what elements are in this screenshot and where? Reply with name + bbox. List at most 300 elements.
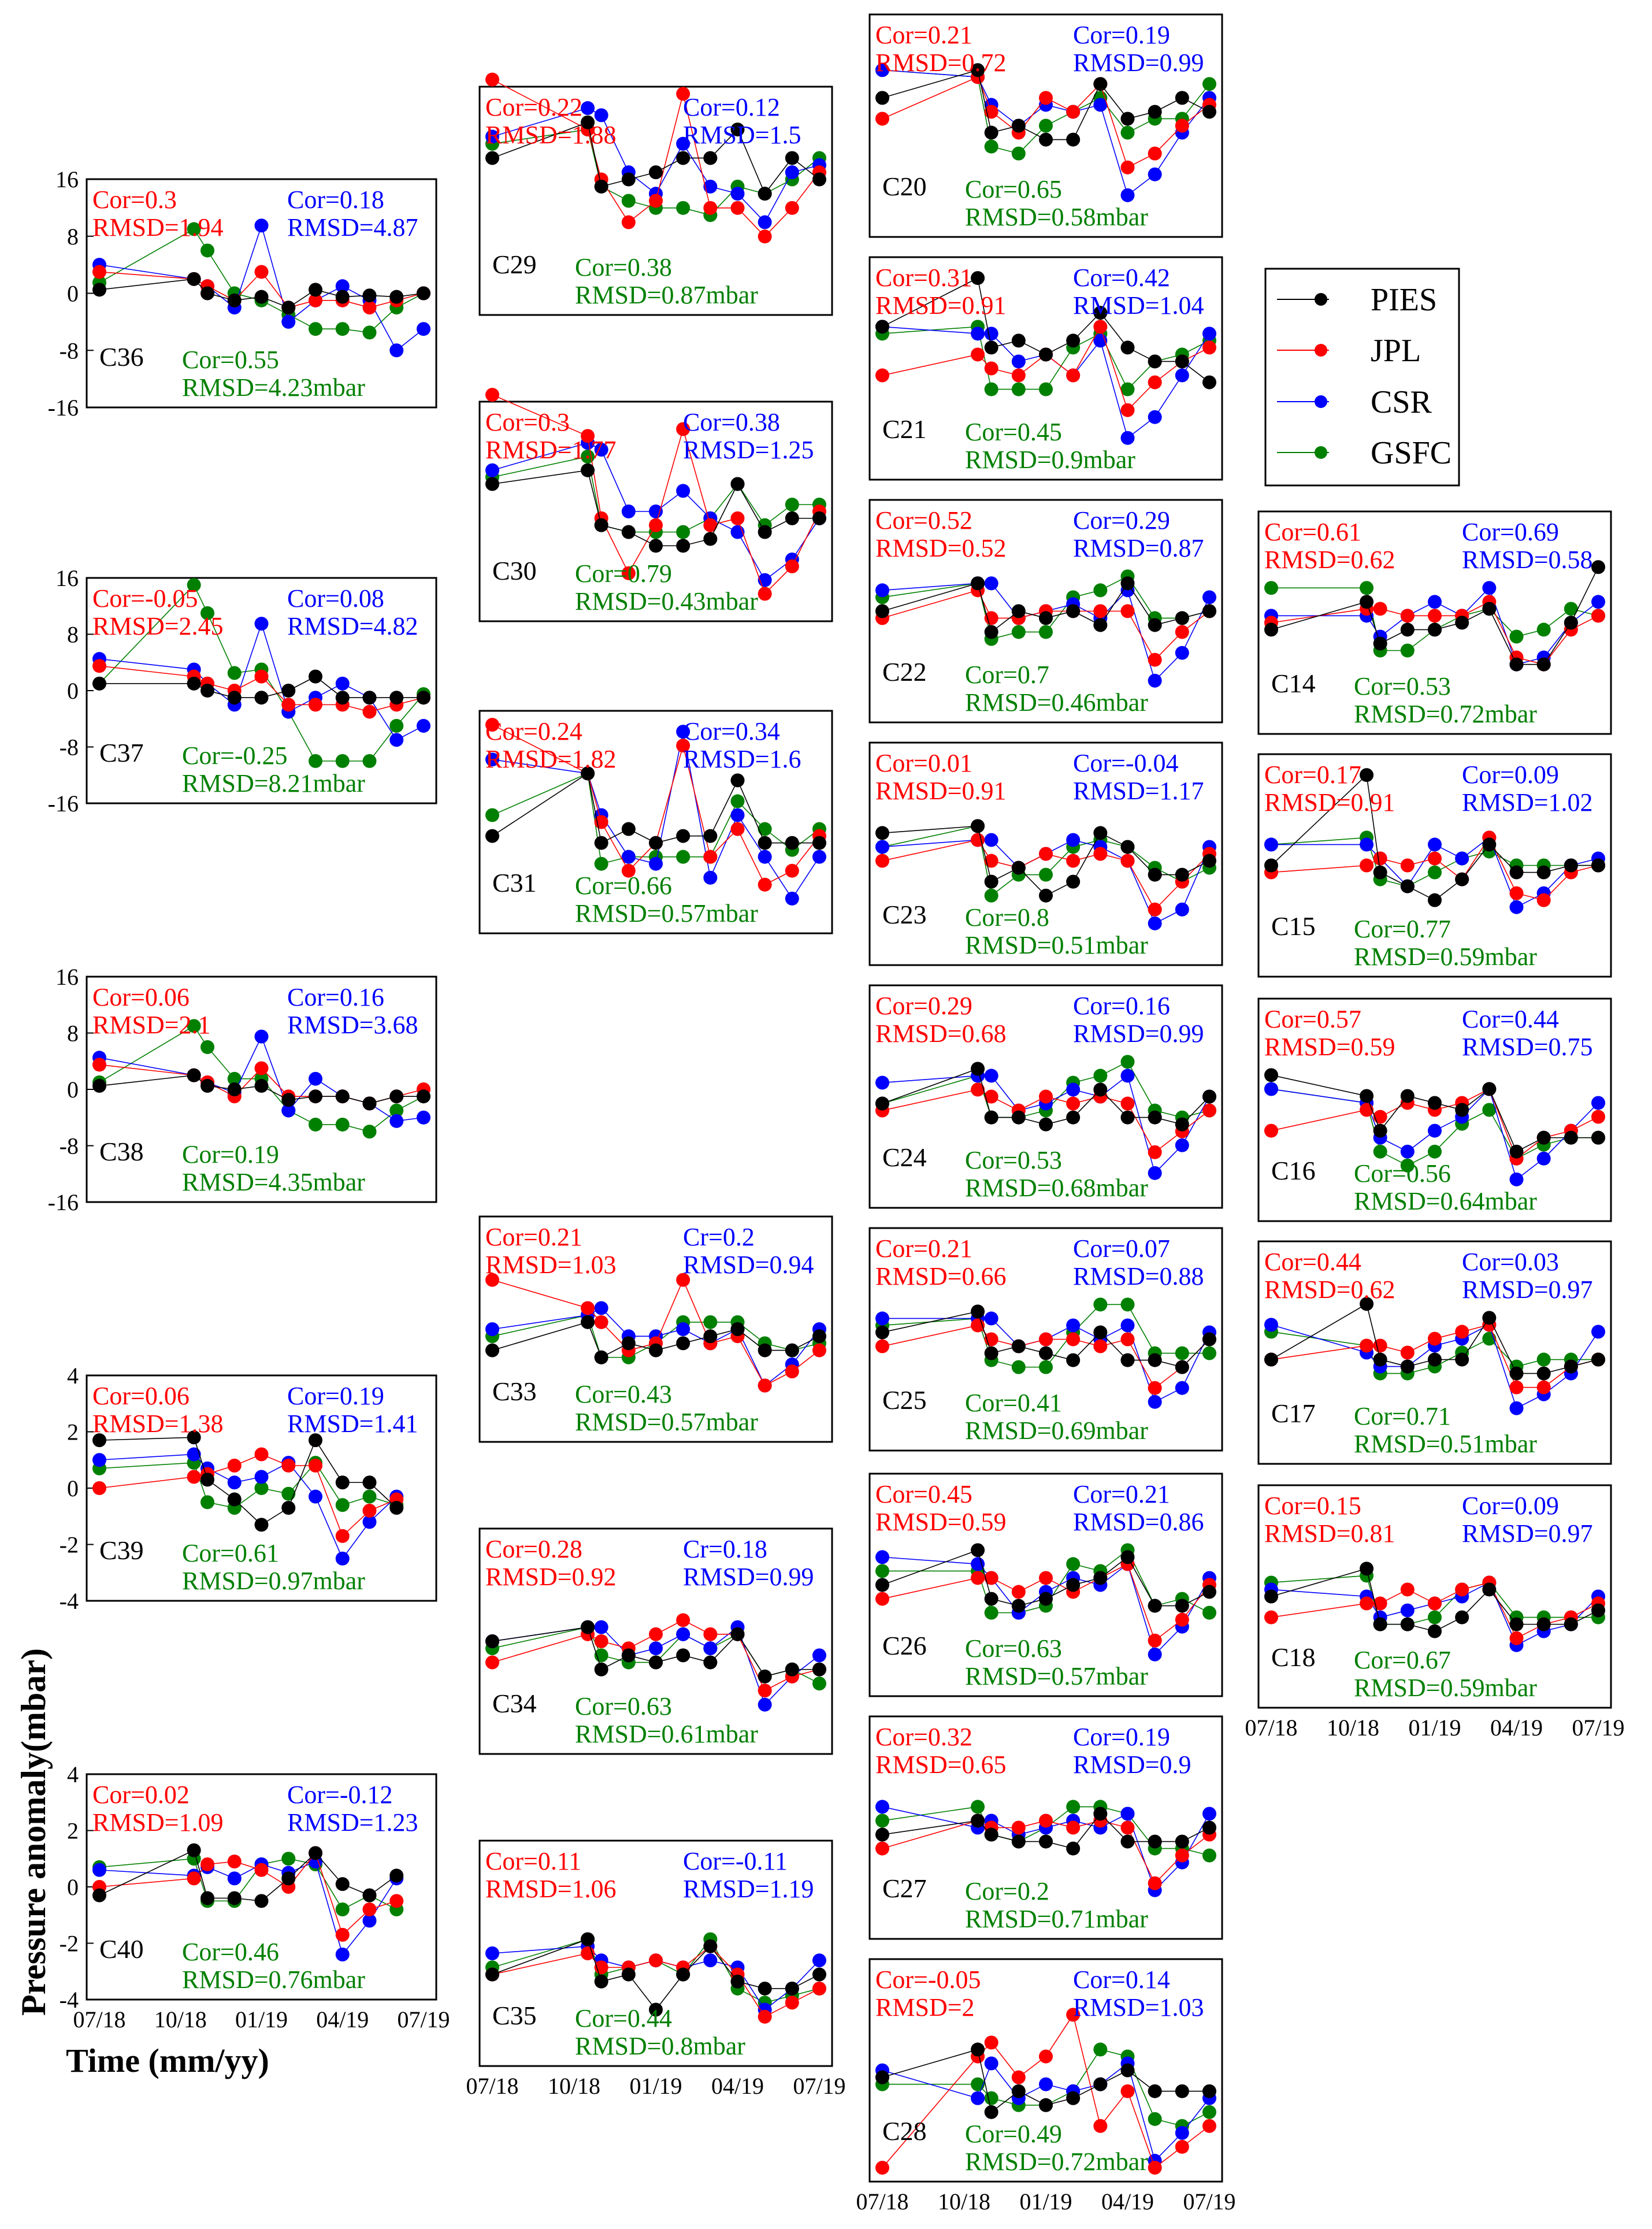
point-jpl — [255, 670, 269, 684]
point-csr — [676, 484, 690, 498]
panel-id: C28 — [882, 2116, 927, 2146]
jpl-rmsd-text: RMSD=2 — [875, 1993, 975, 2022]
x-tick-label: 04/19 — [1490, 1715, 1543, 1741]
point-jpl — [1148, 1145, 1162, 1159]
point-pies — [1121, 2064, 1135, 2078]
point-pies — [985, 340, 998, 354]
gsfc-rmsd-text: RMSD=0.72mbar — [1354, 700, 1537, 728]
gsfc-rmsd-text: RMSD=4.23mbar — [182, 373, 365, 402]
point-jpl — [1428, 609, 1442, 622]
point-jpl — [363, 1504, 377, 1518]
jpl-cor-text: Cor=0.57 — [1264, 1005, 1361, 1033]
point-pies — [985, 1111, 998, 1125]
point-pies — [971, 1543, 985, 1557]
point-pies — [875, 1325, 889, 1339]
y-tick-label: 8 — [67, 621, 79, 648]
point-csr — [92, 1863, 106, 1877]
point-gsfc — [1039, 119, 1053, 133]
panel-c20 — [870, 14, 1222, 237]
point-jpl — [1264, 1124, 1278, 1138]
point-pies — [875, 1097, 889, 1111]
point-csr — [1537, 1152, 1551, 1166]
point-pies — [1148, 354, 1162, 368]
csr-cor-text: Cor=0.16 — [1073, 992, 1170, 1020]
point-gsfc — [309, 754, 322, 768]
point-gsfc — [731, 794, 745, 808]
gsfc-rmsd-text: RMSD=0.76mbar — [182, 1965, 365, 1994]
point-pies — [985, 1592, 998, 1606]
gsfc-cor-text: Cor=0.2 — [965, 1877, 1049, 1905]
point-csr — [1175, 646, 1189, 660]
point-pies — [971, 576, 985, 590]
point-gsfc — [703, 1315, 717, 1329]
jpl-cor-text: Cor=0.06 — [92, 1382, 190, 1410]
point-jpl — [971, 1571, 985, 1585]
point-pies — [1093, 2078, 1107, 2091]
y-tick-label: 16 — [55, 565, 79, 591]
point-jpl — [1066, 1333, 1080, 1347]
point-jpl — [1148, 1876, 1162, 1890]
point-csr — [1148, 674, 1162, 688]
panel-c14 — [1259, 511, 1611, 734]
panel-id: C39 — [99, 1536, 144, 1565]
point-jpl — [1202, 340, 1216, 354]
point-jpl — [1175, 625, 1189, 639]
point-gsfc — [1510, 630, 1524, 644]
point-csr — [336, 1552, 350, 1566]
point-jpl — [228, 1459, 242, 1473]
point-pies — [649, 165, 663, 179]
point-pies — [1264, 1353, 1278, 1367]
point-jpl — [1202, 1104, 1216, 1118]
point-pies — [971, 271, 985, 285]
panel-id: C29 — [492, 250, 537, 279]
point-pies — [1373, 637, 1387, 651]
x-tick-label: 01/19 — [629, 2073, 682, 2099]
csr-cor-text: Cor=0.16 — [287, 983, 384, 1011]
point-pies — [309, 1846, 322, 1860]
csr-rmsd-text: RMSD=1.25 — [683, 436, 814, 464]
point-pies — [1360, 595, 1373, 609]
gsfc-rmsd-text: RMSD=0.51mbar — [965, 931, 1148, 959]
point-jpl — [875, 854, 889, 868]
x-tick-label: 10/18 — [547, 2073, 601, 2099]
point-jpl — [785, 201, 799, 215]
point-pies — [281, 1093, 295, 1107]
gsfc-cor-text: Cor=0.44 — [575, 2004, 672, 2033]
csr-cor-text: Cor=0.18 — [287, 186, 384, 214]
jpl-cor-text: Cor=0.29 — [875, 992, 972, 1020]
x-tick-label: 01/19 — [235, 2007, 288, 2033]
point-jpl — [485, 73, 499, 87]
point-gsfc — [336, 1118, 350, 1132]
point-pies — [1373, 1618, 1387, 1631]
point-csr — [1264, 1318, 1278, 1332]
point-pies — [1148, 618, 1162, 632]
point-csr — [703, 1953, 717, 1967]
point-csr — [731, 808, 745, 822]
point-pies — [758, 1982, 772, 1996]
y-tick-label: 8 — [67, 1020, 79, 1047]
point-pies — [1148, 105, 1162, 118]
point-pies — [1564, 1360, 1578, 1374]
point-pies — [1012, 1340, 1026, 1353]
point-csr — [985, 1311, 998, 1325]
point-jpl — [1093, 847, 1107, 861]
point-pies — [1012, 2085, 1026, 2098]
point-gsfc — [1428, 866, 1442, 880]
point-gsfc — [676, 201, 690, 215]
point-pies — [731, 773, 745, 787]
point-jpl — [1360, 859, 1373, 873]
point-pies — [281, 1871, 295, 1885]
legend-marker-csr — [1315, 395, 1327, 408]
gsfc-rmsd-text: RMSD=0.72mbar — [965, 2148, 1148, 2176]
jpl-rmsd-text: RMSD=0.52 — [875, 534, 1007, 562]
point-csr — [255, 1030, 269, 1044]
point-csr — [595, 1620, 608, 1634]
gsfc-cor-text: Cor=0.71 — [1354, 1402, 1451, 1430]
point-pies — [1121, 340, 1135, 354]
point-jpl — [1591, 1110, 1605, 1124]
x-tick-label: 01/19 — [1408, 1715, 1461, 1741]
point-pies — [255, 1518, 269, 1531]
csr-rmsd-text: RMSD=1.41 — [287, 1410, 418, 1438]
gsfc-cor-text: Cor=0.67 — [1354, 1646, 1451, 1674]
point-csr — [1175, 369, 1189, 383]
point-jpl — [228, 1855, 242, 1868]
point-jpl — [649, 1953, 663, 1967]
point-pies — [971, 819, 985, 833]
point-pies — [255, 1894, 269, 1908]
point-jpl — [812, 1344, 826, 1358]
point-gsfc — [1039, 868, 1053, 882]
point-pies — [676, 829, 690, 843]
gsfc-cor-text: Cor=0.79 — [575, 559, 672, 588]
point-csr — [1121, 188, 1135, 202]
csr-cor-text: Cor=0.12 — [683, 93, 780, 121]
legend-marker-gsfc — [1315, 446, 1327, 459]
point-pies — [1428, 893, 1442, 907]
gsfc-cor-text: Cor=0.55 — [182, 346, 279, 374]
point-pies — [1093, 1807, 1107, 1820]
panel-c25 — [870, 1228, 1222, 1451]
point-gsfc — [1148, 2112, 1162, 2126]
point-csr — [1148, 1648, 1162, 1661]
point-pies — [1401, 1360, 1415, 1374]
point-csr — [1401, 1145, 1415, 1159]
panel-id: C38 — [99, 1137, 144, 1166]
point-pies — [1039, 1347, 1053, 1360]
point-pies — [1012, 119, 1026, 133]
point-pies — [389, 691, 403, 704]
point-jpl — [336, 1529, 350, 1543]
jpl-cor-text: Cor=0.11 — [485, 1847, 582, 1875]
point-pies — [1012, 1835, 1026, 1849]
point-pies — [336, 1877, 350, 1891]
point-jpl — [1175, 1613, 1189, 1627]
point-pies — [1264, 1590, 1278, 1604]
point-pies — [1564, 1131, 1578, 1145]
point-jpl — [1093, 1340, 1107, 1353]
point-gsfc — [1373, 1145, 1387, 1159]
point-csr — [1360, 837, 1373, 851]
y-tick-label: 4 — [67, 1363, 79, 1389]
point-pies — [875, 604, 889, 618]
csr-cor-text: Cor=0.69 — [1462, 518, 1559, 546]
point-pies — [985, 126, 998, 140]
point-pies — [1066, 604, 1080, 618]
y-tick-label: 8 — [67, 223, 79, 250]
gsfc-cor-text: Cor=0.56 — [1354, 1159, 1451, 1188]
point-csr — [703, 871, 717, 885]
jpl-rmsd-text: RMSD=0.62 — [1264, 1275, 1395, 1304]
point-pies — [1012, 604, 1026, 618]
point-pies — [1012, 861, 1026, 875]
point-csr — [758, 216, 772, 229]
point-jpl — [1537, 1381, 1551, 1394]
point-csr — [336, 677, 350, 691]
point-jpl — [92, 659, 106, 673]
point-csr — [1202, 1807, 1216, 1820]
gsfc-rmsd-text: RMSD=8.21mbar — [182, 769, 365, 798]
point-jpl — [595, 1634, 608, 1648]
point-jpl — [1093, 604, 1107, 618]
point-csr — [1066, 1318, 1080, 1332]
point-csr — [92, 1453, 106, 1467]
panel-id: C23 — [882, 900, 927, 929]
point-pies — [1264, 859, 1278, 873]
point-pies — [1482, 1311, 1496, 1325]
csr-rmsd-text: RMSD=1.23 — [287, 1808, 418, 1837]
point-pies — [363, 288, 377, 302]
csr-rmsd-text: RMSD=1.5 — [683, 121, 801, 149]
csr-rmsd-text: RMSD=4.82 — [287, 612, 418, 640]
y-tick-label: -16 — [47, 395, 79, 421]
csr-cor-text: Cor=-0.11 — [683, 1847, 788, 1875]
point-csr — [595, 108, 608, 122]
point-pies — [1202, 1821, 1216, 1835]
y-tick-label: -16 — [47, 791, 79, 817]
point-jpl — [1175, 119, 1189, 133]
point-csr — [1591, 1096, 1605, 1110]
point-csr — [1148, 1166, 1162, 1180]
point-pies — [1012, 1111, 1026, 1125]
legend-marker-jpl — [1315, 344, 1327, 357]
point-pies — [1121, 1353, 1135, 1367]
point-pies — [731, 1322, 745, 1336]
point-jpl — [1039, 91, 1053, 105]
point-gsfc — [1093, 583, 1107, 597]
point-pies — [1175, 1118, 1189, 1132]
y-tick-label: 16 — [55, 166, 79, 192]
point-pies — [581, 1933, 595, 1946]
panel-c40 — [60, 1761, 450, 2033]
point-pies — [1360, 1562, 1373, 1575]
point-pies — [595, 1975, 608, 1989]
csr-cor-text: Cor=0.38 — [683, 408, 780, 436]
point-jpl — [1066, 369, 1080, 383]
point-jpl — [1039, 1333, 1053, 1347]
point-pies — [985, 1828, 998, 1842]
panel-id: C20 — [882, 172, 927, 201]
point-jpl — [1148, 653, 1162, 667]
point-csr — [1066, 833, 1080, 847]
point-pies — [1591, 1131, 1605, 1145]
point-pies — [622, 822, 636, 836]
point-jpl — [703, 201, 717, 215]
panel-c28 — [856, 1959, 1235, 2215]
csr-cor-text: Cor=0.03 — [1462, 1248, 1559, 1276]
point-jpl — [1360, 1597, 1373, 1611]
jpl-rmsd-text: RMSD=0.62 — [1264, 546, 1395, 574]
jpl-rmsd-text: RMSD=0.91 — [1264, 788, 1395, 817]
point-jpl — [1175, 1849, 1189, 1863]
jpl-rmsd-text: RMSD=0.59 — [1264, 1033, 1395, 1061]
jpl-cor-text: Cor=0.24 — [485, 717, 582, 746]
point-csr — [309, 1072, 322, 1086]
point-pies — [485, 1968, 499, 1982]
jpl-cor-text: Cor=0.3 — [92, 186, 177, 214]
csr-cor-text: Cor=0.19 — [287, 1382, 384, 1410]
point-pies — [417, 691, 430, 704]
point-csr — [1039, 2078, 1053, 2091]
point-pies — [1401, 880, 1415, 893]
point-csr — [255, 218, 269, 232]
point-pies — [1039, 133, 1053, 147]
legend-marker-pies — [1315, 293, 1327, 306]
point-gsfc — [281, 1487, 295, 1501]
jpl-cor-text: Cor=0.21 — [485, 1223, 582, 1251]
point-jpl — [1148, 147, 1162, 161]
point-jpl — [389, 1894, 403, 1908]
point-jpl — [1121, 161, 1135, 175]
point-pies — [228, 1892, 242, 1905]
point-csr — [985, 327, 998, 340]
jpl-rmsd-text: RMSD=1.77 — [485, 436, 617, 464]
panel-id: C40 — [99, 1934, 144, 1964]
point-csr — [875, 1075, 889, 1089]
panel-c26 — [870, 1474, 1222, 1696]
point-jpl — [971, 347, 985, 361]
csr-cor-text: Cor=0.08 — [287, 584, 384, 613]
x-tick-label: 07/18 — [73, 2007, 126, 2033]
point-jpl — [92, 1481, 106, 1495]
gsfc-cor-text: Cor=-0.25 — [182, 741, 288, 770]
point-csr — [336, 1948, 350, 1961]
point-pies — [1482, 837, 1496, 851]
point-csr — [417, 1111, 430, 1125]
point-pies — [1428, 623, 1442, 637]
point-pies — [812, 1968, 826, 1982]
point-jpl — [731, 822, 745, 836]
point-pies — [985, 875, 998, 889]
point-jpl — [731, 201, 745, 215]
point-pies — [1148, 1353, 1162, 1367]
gsfc-cor-text: Cor=0.65 — [965, 175, 1062, 203]
gsfc-cor-text: Cor=0.53 — [1354, 672, 1451, 700]
point-jpl — [1373, 1110, 1387, 1124]
point-gsfc — [1039, 1360, 1053, 1374]
jpl-cor-text: Cor=-0.05 — [92, 584, 198, 613]
point-jpl — [649, 1627, 663, 1641]
csr-cor-text: Cor=0.29 — [1073, 506, 1170, 535]
point-jpl — [336, 1928, 350, 1942]
point-pies — [1202, 604, 1216, 618]
csr-rmsd-text: RMSD=1.17 — [1073, 777, 1204, 805]
point-jpl — [1121, 854, 1135, 868]
panel-id: C30 — [492, 556, 537, 585]
point-csr — [971, 327, 985, 340]
point-pies — [785, 836, 799, 850]
point-pies — [1537, 1131, 1551, 1145]
point-jpl — [1428, 1597, 1442, 1611]
gsfc-cor-text: Cor=0.66 — [575, 871, 672, 900]
point-pies — [1093, 1571, 1107, 1585]
point-pies — [1455, 1353, 1469, 1367]
point-pies — [1121, 1111, 1135, 1125]
point-pies — [1428, 1096, 1442, 1110]
point-pies — [758, 1670, 772, 1683]
point-jpl — [1264, 1611, 1278, 1625]
point-jpl — [1373, 851, 1387, 865]
point-gsfc — [1093, 2042, 1107, 2056]
point-pies — [1564, 616, 1578, 630]
point-pies — [971, 1813, 985, 1827]
point-pies — [363, 1096, 377, 1110]
point-jpl — [1121, 604, 1135, 618]
jpl-rmsd-text: RMSD=1.09 — [92, 1808, 224, 1837]
point-jpl — [201, 1857, 214, 1871]
legend-label-pies: PIES — [1371, 282, 1438, 318]
point-pies — [187, 272, 201, 286]
y-tick-label: 0 — [67, 1874, 79, 1900]
panel-id: C14 — [1271, 669, 1316, 698]
point-csr — [1401, 1604, 1415, 1618]
point-pies — [1537, 1367, 1551, 1381]
point-csr — [1175, 1138, 1189, 1152]
point-pies — [485, 829, 499, 843]
jpl-cor-text: Cor=0.32 — [875, 1723, 972, 1751]
point-csr — [676, 1627, 690, 1641]
point-jpl — [309, 1459, 322, 1473]
point-pies — [1591, 859, 1605, 873]
point-gsfc — [985, 383, 998, 396]
x-tick-label: 07/18 — [856, 2189, 909, 2215]
x-tick-label: 07/19 — [1572, 1715, 1625, 1741]
point-jpl — [758, 2010, 772, 2024]
y-tick-label: 0 — [67, 1077, 79, 1103]
point-jpl — [255, 1061, 269, 1075]
point-gsfc — [1202, 1849, 1216, 1863]
point-csr — [985, 2056, 998, 2070]
point-csr — [785, 165, 799, 179]
point-csr — [875, 583, 889, 597]
jpl-rmsd-text: RMSD=0.72 — [875, 49, 1007, 77]
csr-rmsd-text: RMSD=1.6 — [683, 745, 801, 773]
point-gsfc — [363, 1125, 377, 1138]
csr-cor-text: Cor=0.14 — [1073, 1965, 1170, 1994]
point-pies — [92, 1889, 106, 1902]
point-jpl — [1066, 854, 1080, 868]
point-csr — [985, 1069, 998, 1082]
point-pies — [1510, 1367, 1524, 1381]
gsfc-cor-text: Cor=0.61 — [182, 1539, 279, 1567]
point-pies — [1093, 826, 1107, 840]
point-pies — [1039, 2098, 1053, 2112]
point-pies — [92, 283, 106, 296]
point-pies — [1066, 133, 1080, 147]
